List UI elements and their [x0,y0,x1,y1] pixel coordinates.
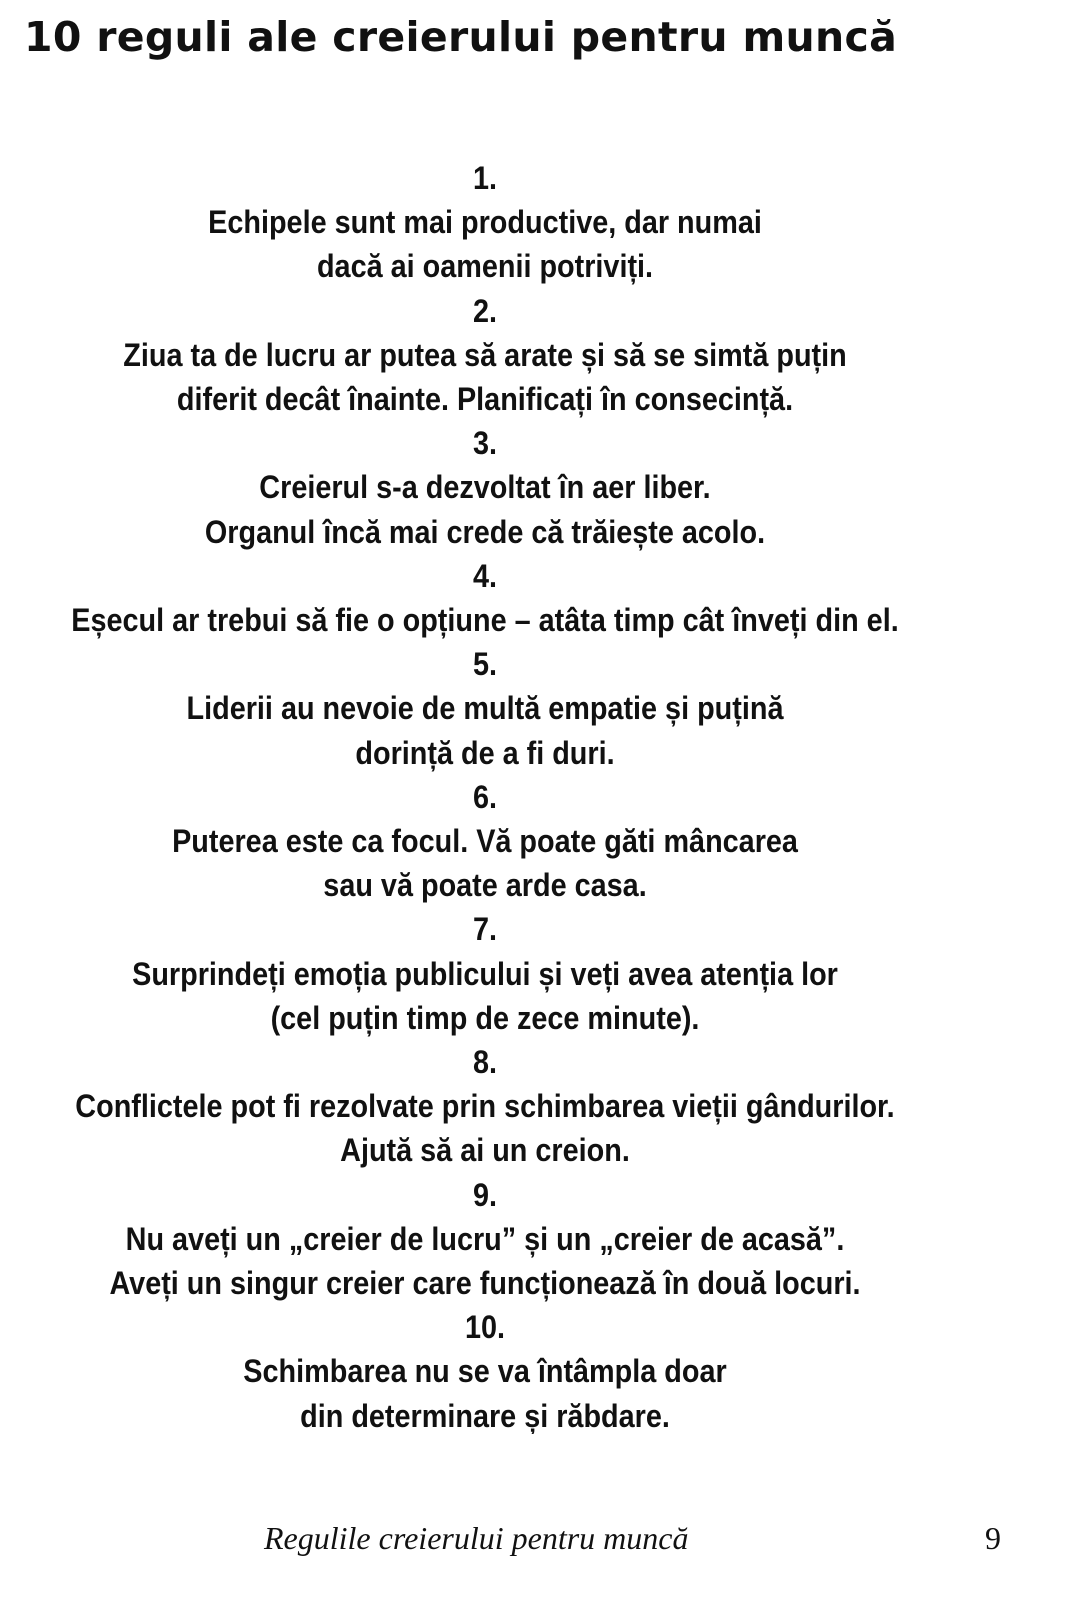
rule-number: 9. [472,1176,498,1213]
rule-5 [49,642,922,775]
rule-2 [49,289,922,422]
rule-text-line: diferit decât înainte. Planificați în consecință. [176,381,794,418]
rule-number: 5. [472,646,498,683]
rule-number: 4. [472,557,498,594]
rule-text-line: dorință de a fi duri. [355,734,615,771]
rule-4 [49,554,922,642]
rule-number: 3. [472,425,498,462]
rule-text-line: Liderii au nevoie de multă empatie și puțină [186,690,784,727]
page-number: 9 [985,1520,1001,1556]
rule-3 [49,421,922,554]
rule-text-line: Puterea este ca focul. Vă poate găti mâncarea [172,823,798,860]
rule-7 [49,907,922,1040]
rule-text-line: Ziua ta de lucru ar putea să arate și să se simtă puțin [123,336,847,373]
rule-8 [49,1040,922,1173]
rule-text-line: sau vă poate arde casa. [323,867,647,904]
rule-number: 6. [472,778,498,815]
rule-text-line: Organul încă mai crede că trăiește acolo. [204,513,766,550]
rule-1 [49,156,922,289]
rule-text-line: dacă ai oamenii potriviți. [316,248,654,285]
rule-number: 8. [472,1044,498,1081]
rule-9 [49,1173,922,1306]
running-footer-title: Regulile creierului pentru muncă [264,1520,689,1556]
rule-number: 10. [464,1309,506,1346]
rules-list [49,156,922,1438]
rule-text-line: Eșecul ar trebui să fie o opțiune – atâta timp cât înveți din el. [71,602,899,639]
rule-text-line: Conflictele pot fi rezolvate prin schimbarea vieții gândurilor. [75,1088,895,1125]
rule-number: 1. [472,160,498,196]
rule-text-line: Echipele sunt mai productive, dar numai [208,204,762,241]
rule-text-line: Surprindeți emoția publicului și veți avea atenția lor [132,955,838,992]
rule-text-line: Aveți un singur creier care funcționează în două locuri. [109,1265,861,1302]
page-title: 10 reguli ale creierului pentru muncă [24,13,898,61]
rule-text-line: Schimbarea nu se va întâmpla doar [243,1353,727,1390]
rule-6 [49,775,922,908]
rule-text-line: Ajută să ai un creion. [340,1132,630,1169]
rule-text-line: Nu aveți un „creier de lucru” și un „creier de acasă”. [125,1220,845,1257]
rule-text-line: Creierul s-a dezvoltat în aer liber. [259,469,711,506]
rule-text-line: din determinare și răbdare. [300,1397,670,1434]
rule-number: 2. [472,292,498,329]
rule-text-line: (cel puțin timp de zece minute). [270,999,700,1036]
rule-10 [49,1305,922,1438]
rule-number: 7. [472,911,498,948]
